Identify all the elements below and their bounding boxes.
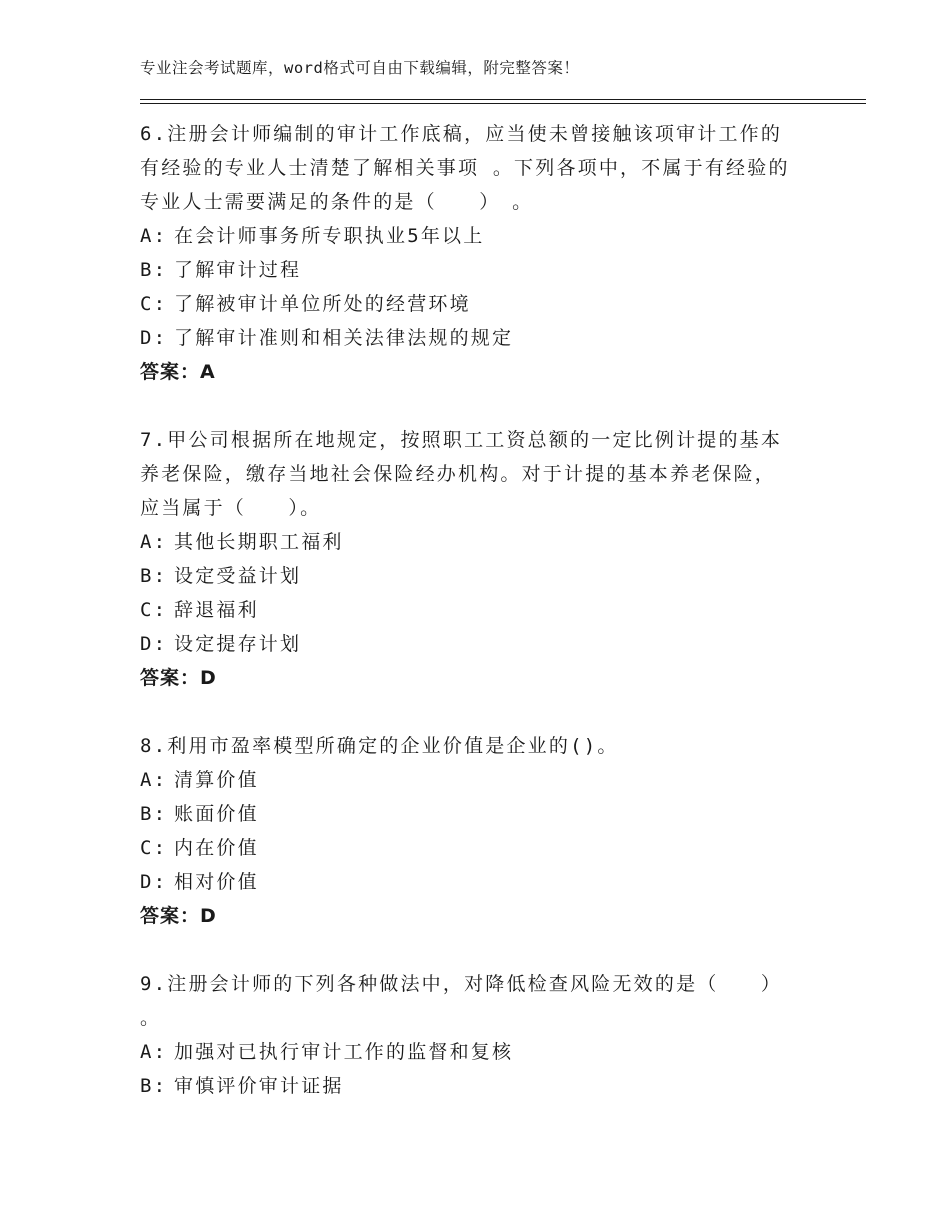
answer-option — [140, 525, 820, 559]
option-key: A: — [140, 531, 168, 553]
answer-option — [140, 287, 820, 321]
option-text: 在会计师事务所专职执业5年以上 — [174, 225, 485, 247]
answer-option — [140, 1035, 820, 1069]
answer-line: 答案：A — [140, 361, 216, 383]
option-key: B: — [140, 565, 168, 587]
answer-option — [140, 1069, 820, 1103]
option-text: 了解被审计单位所处的经营环境 — [174, 293, 471, 315]
option-key: B: — [140, 1075, 168, 1097]
answer-line: 答案：D — [140, 667, 217, 689]
question-stem-line: 。 — [140, 1007, 162, 1029]
question-stem-line: 9.注册会计师的下列各种做法中，对降低检查风险无效的是（ ） — [140, 973, 783, 995]
answer-option — [140, 831, 820, 865]
question-stem — [140, 423, 820, 525]
option-key: C: — [140, 837, 168, 859]
option-key: A: — [140, 1041, 168, 1063]
answer-option — [140, 321, 820, 355]
option-text: 审慎评价审计证据 — [174, 1075, 344, 1097]
question-stem-line: 养老保险，缴存当地社会保险经办机构。对于计提的基本养老保险， — [140, 463, 777, 485]
question-8 — [140, 729, 820, 933]
option-key: D: — [140, 327, 168, 349]
question-stem-line: 8.利用市盈率模型所确定的企业价值是企业的()。 — [140, 735, 619, 757]
question-stem-line: 7.甲公司根据所在地规定，按照职工工资总额的一定比例计提的基本 — [140, 429, 783, 451]
option-text: 设定受益计划 — [174, 565, 302, 587]
option-text: 账面价值 — [174, 803, 259, 825]
question-stem-line: 专业人士需要满足的条件的是（ ） 。 — [140, 191, 534, 213]
option-text: 清算价值 — [174, 769, 259, 791]
option-key: D: — [140, 871, 168, 893]
answer-option — [140, 797, 820, 831]
answer-line: 答案：D — [140, 905, 217, 927]
option-key: C: — [140, 599, 168, 621]
option-key: C: — [140, 293, 168, 315]
option-text: 内在价值 — [174, 837, 259, 859]
question-stem-line: 6.注册会计师编制的审计工作底稿，应当使未曾接触该项审计工作的 — [140, 123, 783, 145]
header-rule-top — [140, 99, 866, 100]
answer-option — [140, 763, 820, 797]
question-stem-line: 应当属于（ ）。 — [140, 497, 322, 519]
option-text: 加强对已执行审计工作的监督和复核 — [174, 1041, 514, 1063]
question-7 — [140, 423, 820, 695]
option-text: 相对价值 — [174, 871, 259, 893]
answer-option — [140, 559, 820, 593]
answer-option — [140, 219, 820, 253]
option-text: 设定提存计划 — [174, 633, 302, 655]
question-stem — [140, 729, 820, 763]
answer-option — [140, 865, 820, 899]
question-stem-line: 有经验的专业人士清楚了解相关事项 。下列各项中，不属于有经验的 — [140, 157, 790, 179]
question-6 — [140, 117, 820, 389]
option-key: B: — [140, 803, 168, 825]
question-9 — [140, 967, 820, 1103]
page-header: 专业注会考试题库，word格式可自由下载编辑，附完整答案！ — [140, 59, 580, 77]
option-key: B: — [140, 259, 168, 281]
option-key: A: — [140, 225, 168, 247]
question-stem — [140, 967, 820, 1035]
option-key: A: — [140, 769, 168, 791]
option-key: D: — [140, 633, 168, 655]
question-stem — [140, 117, 820, 219]
answer-option — [140, 627, 820, 661]
question-list — [140, 117, 820, 1137]
answer-option — [140, 253, 820, 287]
option-text: 其他长期职工福利 — [174, 531, 344, 553]
answer-option — [140, 593, 820, 627]
option-text: 辞退福利 — [174, 599, 259, 621]
header-rule-bottom — [140, 103, 866, 104]
option-text: 了解审计准则和相关法律法规的规定 — [174, 327, 514, 349]
option-text: 了解审计过程 — [174, 259, 302, 281]
